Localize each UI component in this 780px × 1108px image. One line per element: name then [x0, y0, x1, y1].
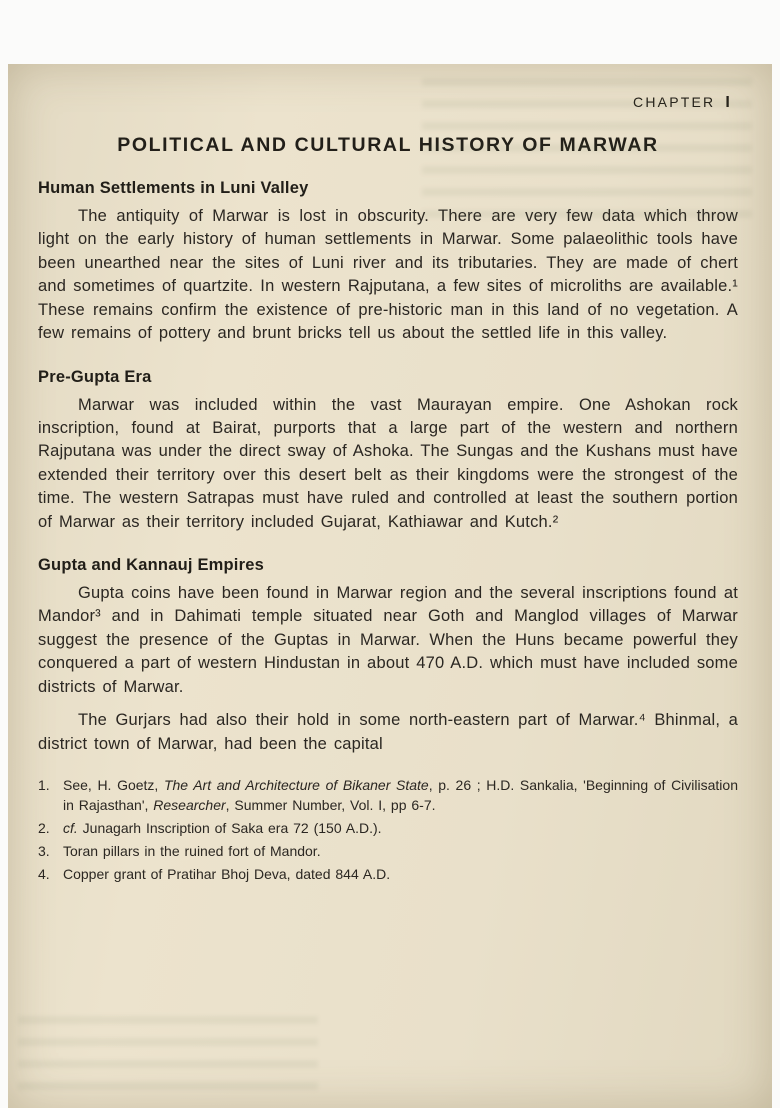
footnote-text: Toran pillars in the ruined fort of Mandor.: [63, 842, 321, 859]
footnote-number: 4.: [38, 865, 50, 882]
book-page: [8, 64, 772, 1108]
footnote-number: 1.: [38, 777, 50, 794]
footnote-2: [38, 819, 738, 839]
footnote-text: Copper grant of Pratihar Bhoj Deva, dated 844 A.D.: [63, 865, 391, 882]
paragraph: The Gurjars had also their hold in some north-eastern part of Marwar.⁴ Bhinmal, a district town of Marwar, had been the capital: [38, 711, 738, 753]
footnote-text: cf. Junagarh Inscription of Saka era 72 (150 A.D.).: [63, 819, 382, 836]
chapter-header: [38, 94, 738, 112]
paragraph: Gupta coins have been found in Marwar region and the several inscriptions found at Mandor³ and in Dahimati temple situated near Goth and Manglod villages of Marwar suggest the presence of the Guptas in Marwar. When the Huns became powerful they conquered a part of western Hindustan in about 470 A.D. which must have included some districts of Marwar.: [38, 584, 738, 696]
section-heading-human-settlements: Human Settlements in Luni Valley: [38, 179, 309, 197]
footnotes-block: [38, 776, 738, 884]
page-showthrough-artifact: [18, 1010, 318, 1100]
paragraph: Marwar was included within the vast Maurayan empire. One Ashokan rock inscription, found at Bairat, purports that a large part of the western and northern Rajputana was under the direct sway of Ashoka. The Sungas and the Kushans must have extended their territory over this desert belt as their kingdoms were the strongest of the time. The western Satrapas must have ruled and controlled at least the southern portion of Marwar as their territory included Gujarat, Kathiawar and Kutch.²: [38, 395, 738, 531]
paragraph: The antiquity of Marwar is lost in obscurity. There are very few data which throw light on the early history of human settlements in Marwar. Some palaeolithic tools have been unearthed near the sites of Luni river and its tributaries. They are made of chert and sometimes of quartzite. In western Rajputana, a few sites of microliths are available.¹ These remains confirm the existence of pre-historic man in this land of no vegetation. A few remains of pottery and brunt bricks tell us about the settled life in this valley.: [38, 207, 738, 343]
footnote-4: [38, 865, 738, 885]
footnote-1: [38, 776, 738, 816]
section-heading-pre-gupta-era: Pre-Gupta Era: [38, 367, 152, 386]
section-heading-gupta-kannauj: Gupta and Kannauj Empires: [38, 556, 264, 575]
footnote-text: See, H. Goetz, The Art and Architecture of Bikaner State, p. 26 ; H.D. Sankalia, 'Beginning of Civilisation in Rajasthan', Researcher, Summer Number, Vol. I, pp 6-7.: [63, 777, 738, 813]
chapter-number: I: [725, 94, 732, 111]
footnote-3: [38, 842, 738, 862]
footnote-number: 3.: [38, 842, 50, 859]
footnote-number: 2.: [38, 819, 50, 836]
page-title: POLITICAL AND CULTURAL HISTORY OF MARWAR: [117, 134, 659, 156]
chapter-label: CHAPTER: [633, 94, 716, 110]
